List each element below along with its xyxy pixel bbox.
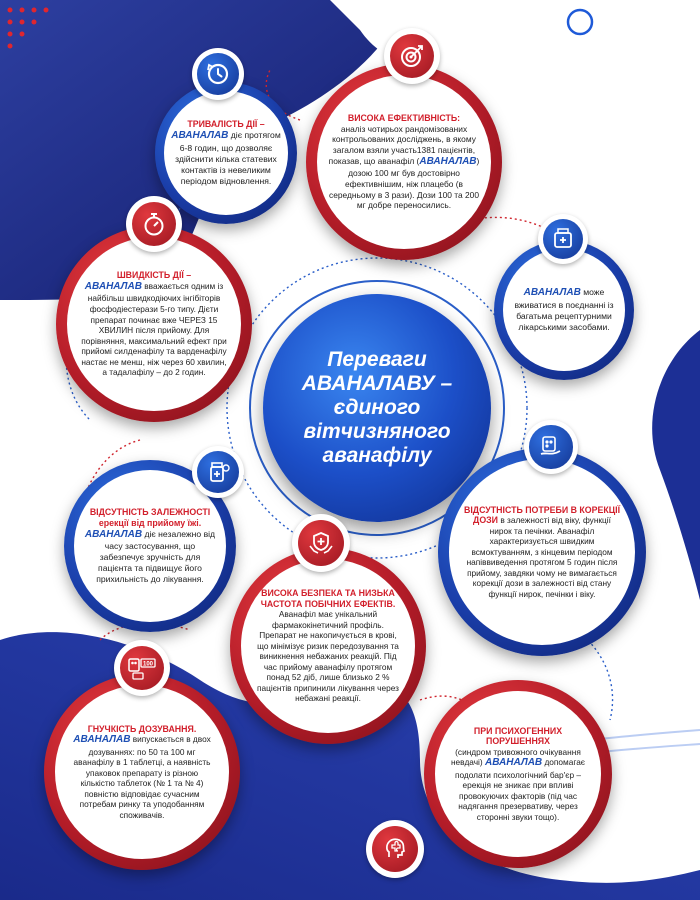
no-dose-correction-text: в залежності від віку, функції нирок та печінки. Аванафіл характеризується швидким всмоктуванням, з кінцевим періодом напіввиведення протягом 5 годин після прийому, завдяки чому не вимагається корекції дози в залежності від стану функції нирок, печінки і віку. <box>466 515 618 599</box>
duration-title: ТРИВАЛІСТЬ ДІЇ – <box>187 119 265 130</box>
flexibility-brand: АВАНАЛАВ <box>73 734 131 746</box>
efficacy-title: ВИСОКА ЕФЕКТИВНІСТЬ: <box>347 112 461 123</box>
psychogenic-brand: АВАНАЛАВ <box>484 757 543 769</box>
no-food-dependence-brand: АВАНАЛАВ <box>84 528 143 540</box>
safety-text: Аванафіл має унікальний фармакокінетичний профіль. Препарат не накопичується в крові, що мінімізує ризик передозування та виникнення небажаних реакцій. Під час прийому аванафілу протягом понад 52 діб, лише близько 2 % пацієнтів припинили лікування через небажані реакції. <box>257 609 399 704</box>
stopwatch-icon <box>126 196 182 252</box>
duration-text: діє протягом 6-8 годин, що дозволяє здійснити кілька статевих контактів із невеликим періодом відновлення. <box>175 130 281 186</box>
center-title-line5: аванафілу <box>322 444 432 468</box>
safety-title: ВИСОКА БЕЗПЕКА ТА НИЗЬКА ЧАСТОТА ПОБІЧНИХ ЕФЕКТІВ. <box>260 588 396 609</box>
efficacy-text1: аналіз чотирьох рандомізованих контрольованих досліджень, в якому загалом взяли участь1381 пацієнтів, показав, що аванафіл ( <box>328 123 476 166</box>
duration-disc <box>155 82 297 224</box>
no-dose-correction-disc <box>438 448 646 656</box>
psychogenic-disc <box>424 680 612 868</box>
flexibility-title: ГНУЧКІСТЬ ДОЗУВАННЯ. <box>87 723 197 734</box>
psychogenic-title: ПРИ ПСИХОГЕННИХ ПОРУШЕННЯХ <box>473 725 563 747</box>
pill-box-icon <box>538 214 588 264</box>
center-title-line1: Переваги <box>327 347 427 371</box>
clock-icon <box>192 48 244 100</box>
efficacy-disc <box>306 64 502 260</box>
psychogenic-text1: (синдром тривожного очікування невдачі) <box>450 746 581 768</box>
shield-hands-icon <box>292 514 350 572</box>
efficacy-brand: АВАНАЛАВ <box>419 155 477 167</box>
center-title-line4: вітчизняного <box>303 420 451 444</box>
center-title-disc <box>263 294 491 522</box>
target-icon <box>384 28 440 84</box>
combination-brand: АВАНАЛАВ <box>523 287 581 299</box>
efficacy-text2: ) дозою 100 мг був достовірно ефективнішим, ніж плацебо (в середньому в 3 рази). Дози 100 та 200 мг добре переносились. <box>329 155 480 211</box>
flexibility-disc <box>44 674 240 870</box>
center-title-line3: єдиного <box>333 395 421 419</box>
no-food-dependence-title: ВІДСУТНІСТЬ ЗАЛЕЖНОСТІ ерекції від прийому їжі. <box>89 506 211 528</box>
speed-text: вважається одним із найбільш швидкодіючих інгібіторів фосфодіестерази 5-го типу. Дієти препарат починає вже ЧЕРЕЗ 15 ХВИЛИН після прийому. Для порівняння, максимальний ефект при прийомі силденафілу та варденафілу настає не менш, ніж через 60 хвилин, а тадалафілу – до 2 годин. <box>81 280 227 378</box>
puzzle-head-icon <box>366 820 424 878</box>
dosage-icon-label: 100 <box>142 661 153 668</box>
flexibility-text: випускається в двох дозуваннях: по 50 та 100 мг аванафілу в 1 таблетці, а наявність упаковок препарату із різною кількістю таблеток (№ 1 та № 4) повністю відповідає сучасним потребам ринку та уподобанням споживачів. <box>73 734 211 820</box>
center-title-line2: АВАНАЛАВУ – <box>301 371 453 395</box>
speed-title: ШВИДКІСТЬ ДІЇ – <box>116 270 192 281</box>
bg-swoosh-right <box>652 330 700 600</box>
dosage-icon <box>114 640 170 696</box>
speed-brand: АВАНАЛАВ <box>84 280 142 292</box>
no-food-dependence-text: діє незалежно від часу застосування, що забезпечує зручність для пацієнта та підвищує його прихильність до лікування. <box>96 528 216 585</box>
no-dose-correction-title: ВІДСУТНІСТЬ ПОТРЕБИ В КОРЕКЦІЇ ДОЗИ <box>464 504 620 526</box>
duration-brand: АВАНАЛАВ <box>171 130 229 142</box>
pills-hand-icon <box>524 420 578 474</box>
safety-disc <box>230 548 426 744</box>
psychogenic-text2: допомагає подолати психологічний бар'єр – ерекція не зникає при впливі провокуючих факторів (під час надягання презервативу, через сторонні звуки тощо). <box>454 757 586 822</box>
pill-bottle-icon <box>192 446 244 498</box>
speed-disc <box>56 226 252 422</box>
combination-text: може вживатися в поєднанні із багатьма рецептурними лікарськими засобами. <box>514 287 614 332</box>
